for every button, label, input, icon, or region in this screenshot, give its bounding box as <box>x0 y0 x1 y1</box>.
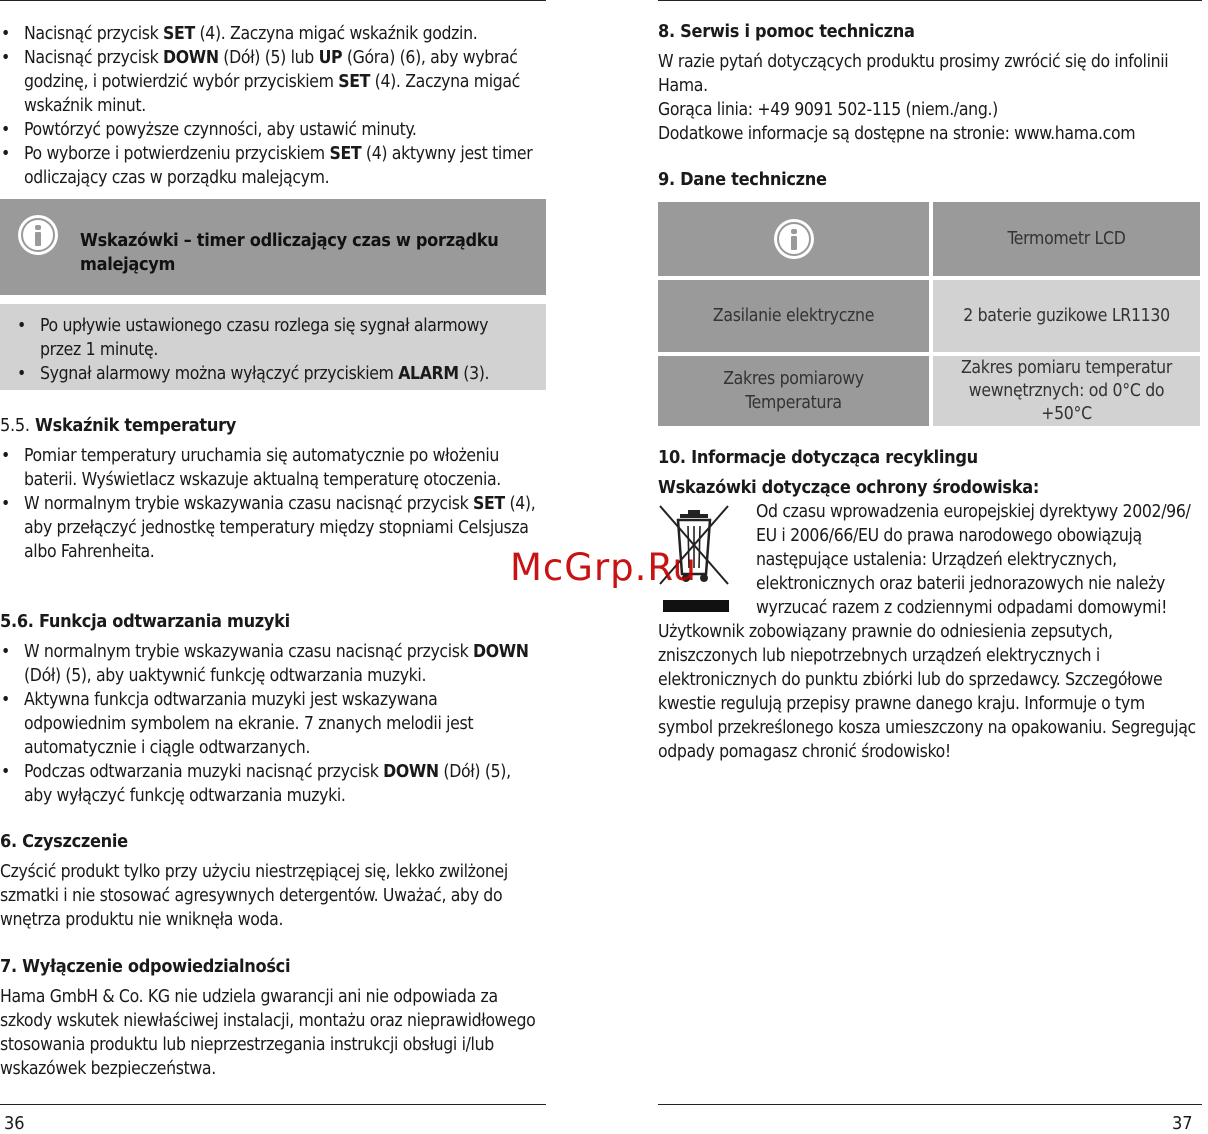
notice-bullet-list <box>16 314 516 386</box>
list-item: • W normalnym trybie wskazywania czasu nacisnąć przycisk DOWN (Dół) (5), aby uaktywnić funkcję odtwarzania muzyki. <box>0 640 540 688</box>
table-row-label: Zasilanie elektryczne <box>658 280 929 352</box>
section-6-text: Czyścić produkt tylko przy użyciu niestrzępiącej się, lekko zwilżonej szmatki i nie stosować agresywnych detergentów. Uważać, aby do wnętrza produktu nie wniknęła woda. <box>0 862 508 930</box>
page-number-left: 36 <box>4 1113 25 1134</box>
section-5-5-list <box>0 444 540 564</box>
section-10-heading: 10. Informacje dotycząca recyklingu <box>658 447 978 468</box>
section-5-5-heading: 5.5. Wskaźnik temperatury <box>0 415 237 436</box>
list-item: • Podczas odtwarzania muzyki nacisnąć przycisk DOWN (Dół) (5), aby wyłączyć funkcję odtwarzania muzyki. <box>0 760 540 808</box>
section-8-text <box>658 50 1178 146</box>
bottom-rule-right <box>658 1104 1202 1105</box>
table-row-value: 2 baterie guzikowe LR1130 <box>933 280 1200 352</box>
section-5-6-list <box>0 640 540 808</box>
page-number-right: 37 <box>1172 1113 1193 1134</box>
service-line-3[interactable]: Dodatkowe informacje są dostępne na stronie: www.hama.com <box>658 124 1136 144</box>
bottom-rule-left <box>0 1104 546 1105</box>
section-10-subheading: Wskazówki dotyczące ochrony środowiska: <box>658 477 1040 498</box>
section-6-heading: 6. Czyszczenie <box>0 831 128 852</box>
list-item: • Po wyborze i potwierdzeniu przyciskiem SET (4) aktywny jest timer odliczający czas w porządku malejącym. <box>0 142 540 190</box>
service-line-2: Gorąca linia: +49 9091 502-115 (niem./ang.) <box>658 100 998 120</box>
section-7-text: Hama GmbH & Co. KG nie udziela gwarancji ani nie odpowiada za szkody wskutek niewłaściwej instalacji, montażu oraz nieprawidłowego stosowania produktu lub nieprzestrzegania instrukcji obsługi i/lub wskazówek bezpieczeństwa. <box>0 987 536 1079</box>
list-item: • Nacisnąć przycisk DOWN (Dół) (5) lub UP (Góra) (6), aby wybrać godzinę, i potwierdzić wybór przyciskiem SET (4). Zaczyna migać wskaźnik minut. <box>0 46 540 118</box>
info-icon <box>774 219 814 259</box>
list-item: • Powtórzyć powyższe czynności, aby ustawić minuty. <box>0 118 540 142</box>
recycling-text: Użytkownik zobowiązany prawnie do odniesienia zepsutych, zniszczonych lub niepotrzebnych urządzeń elektrycznych i elektronicznych do punktu zbiórki lub do sprzedawcy. Szczegółowe kwestie regulują przepisy prawne danego kraju. Informuje o tym symbol przekreślonego kosza umieszczony na opakowaniu. Segregując odpady pomagasz chronić środowisko! <box>658 622 1196 762</box>
list-item: • Sygnał alarmowy można wyłączyć przyciskiem ALARM (3). <box>16 362 516 386</box>
top-rule-left <box>0 0 546 1</box>
recycling-intro-text: Od czasu wprowadzenia europejskiej dyrektywy 2002/96/ EU i 2006/66/EU do prawa narodowego obowiązują następujące ustalenia: Urządzeń elektrycznych, elektronicznych oraz baterii jednorazowych nie należy wyrzucać razem z codziennymi odpadami domowymi! <box>756 502 1191 618</box>
service-line-1: W razie pytań dotyczących produktu prosimy zwrócić się do infolinii Hama. <box>658 52 1169 96</box>
top-rule-right <box>658 0 1202 1</box>
section-8-heading: 8. Serwis i pomoc techniczna <box>658 21 915 42</box>
section-9-heading: 9. Dane techniczne <box>658 169 827 190</box>
table-row-value: Zakres pomiaru temperatur wewnętrznych: od 0°C do +50°C <box>933 356 1200 426</box>
section-7-heading: 7. Wyłączenie odpowiedzialności <box>0 956 291 977</box>
intro-bullet-list <box>0 22 540 190</box>
notice-title: Wskazówki – timer odliczający czas w porządku malejącym <box>80 230 499 275</box>
table-row-label: Zakres pomiarowy Temperatura <box>658 356 929 426</box>
watermark: McGrp.Ru <box>510 546 697 589</box>
list-item: • Aktywna funkcja odtwarzania muzyki jest wskazywana odpowiednim symbolem na ekranie. 7 znanych melodii jest automatycznie i ciągle odtwarzanych. <box>0 688 540 760</box>
table-header-icon-cell <box>658 202 929 276</box>
table-header-value: Termometr LCD <box>933 202 1200 276</box>
tech-data-table <box>658 202 1200 426</box>
section-5-6-heading: 5.6. Funkcja odtwarzania muzyki <box>0 611 290 632</box>
list-item: • W normalnym trybie wskazywania czasu nacisnąć przycisk SET (4), aby przełączyć jednostkę temperatury między stopniami Celsjusza albo Fahrenheita. <box>0 492 540 564</box>
notice-header <box>0 199 546 295</box>
notice-body <box>0 304 546 390</box>
info-icon <box>18 215 58 255</box>
list-item: • Po upływie ustawionego czasu rozlega się sygnał alarmowy przez 1 minutę. <box>16 314 516 362</box>
list-item: • Nacisnąć przycisk SET (4). Zaczyna migać wskaźnik godzin. <box>0 22 540 46</box>
list-item: • Pomiar temperatury uruchamia się automatycznie po włożeniu baterii. Wyświetlacz wskazuje aktualną temperaturę otoczenia. <box>0 444 540 492</box>
